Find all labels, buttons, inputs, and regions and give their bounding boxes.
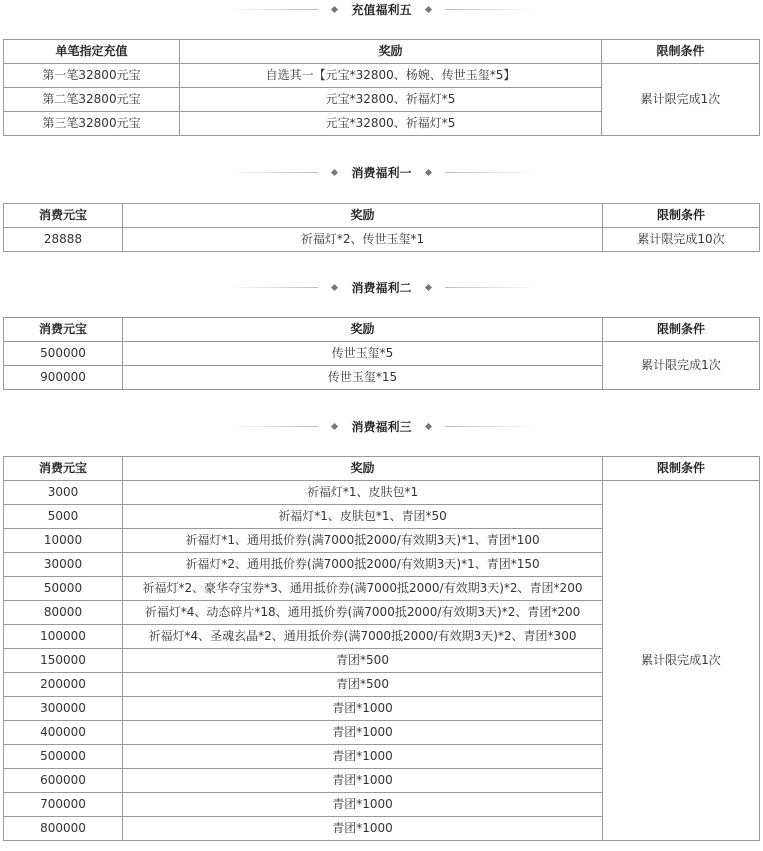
condition-cell: 600000 [4, 769, 123, 793]
condition-cell: 第二笔32800元宝 [4, 88, 180, 112]
table-header-row [4, 318, 760, 342]
column-header: 奖励 [123, 457, 603, 481]
column-header: 消费元宝 [4, 204, 123, 228]
divider [445, 9, 535, 10]
section-title-text: 消费福利一 [351, 165, 412, 180]
divider [228, 287, 318, 288]
reward-cell: 传世玉玺*15 [123, 366, 603, 390]
reward-table [3, 317, 760, 390]
section-title [0, 416, 763, 436]
divider [228, 426, 318, 427]
condition-cell: 80000 [4, 601, 123, 625]
diamond-icon [331, 168, 338, 175]
reward-cell: 祈福灯*4、圣魂玄晶*2、通用抵价券(满7000抵2000/有效期3天)*2、青团*300 [123, 625, 603, 649]
diamond-icon [424, 283, 431, 290]
reward-table [3, 39, 760, 136]
section-title [0, 0, 763, 19]
reward-cell: 元宝*32800、祈福灯*5 [180, 88, 602, 112]
diamond-icon [331, 5, 338, 12]
reward-cell: 青团*1000 [123, 793, 603, 817]
condition-cell: 第一笔32800元宝 [4, 64, 180, 88]
section-title [0, 277, 763, 297]
condition-cell: 300000 [4, 697, 123, 721]
section-title-text: 充值福利五 [351, 2, 412, 17]
column-header: 奖励 [180, 40, 602, 64]
divider [228, 9, 318, 10]
reward-cell: 青团*1000 [123, 745, 603, 769]
diamond-icon [424, 422, 431, 429]
condition-cell: 100000 [4, 625, 123, 649]
reward-cell: 祈福灯*2、豪华夺宝券*3、通用抵价券(满7000抵2000/有效期3天)*2、青团*200 [123, 577, 603, 601]
condition-cell: 400000 [4, 721, 123, 745]
table-row [4, 342, 760, 366]
column-header: 限制条件 [603, 204, 760, 228]
column-header: 限制条件 [603, 318, 760, 342]
reward-cell: 祈福灯*1、皮肤包*1、青团*50 [123, 505, 603, 529]
divider [445, 426, 535, 427]
reward-cell: 青团*1000 [123, 697, 603, 721]
condition-cell: 3000 [4, 481, 123, 505]
reward-cell: 祈福灯*1、通用抵价券(满7000抵2000/有效期3天)*1、青团*100 [123, 529, 603, 553]
diamond-icon [424, 5, 431, 12]
condition-cell: 500000 [4, 342, 123, 366]
condition-cell: 5000 [4, 505, 123, 529]
reward-cell: 青团*1000 [123, 769, 603, 793]
condition-cell: 150000 [4, 649, 123, 673]
condition-cell: 10000 [4, 529, 123, 553]
column-header: 奖励 [123, 204, 603, 228]
limit-cell: 累计限完成10次 [603, 228, 760, 252]
table-row [4, 64, 760, 88]
divider [445, 172, 535, 173]
section-title [0, 162, 763, 182]
condition-cell: 第三笔32800元宝 [4, 112, 180, 136]
reward-cell: 自选其一【元宝*32800、杨婉、传世玉玺*5】 [180, 64, 602, 88]
reward-cell: 祈福灯*1、皮肤包*1 [123, 481, 603, 505]
section-title-text: 消费福利三 [351, 419, 412, 434]
limit-cell: 累计限完成1次 [602, 64, 760, 136]
condition-cell: 500000 [4, 745, 123, 769]
reward-cell: 祈福灯*2、传世玉玺*1 [123, 228, 603, 252]
column-header: 限制条件 [603, 457, 760, 481]
limit-cell: 累计限完成1次 [603, 342, 760, 390]
table-row [4, 228, 760, 252]
condition-cell: 800000 [4, 817, 123, 841]
condition-cell: 200000 [4, 673, 123, 697]
condition-cell: 30000 [4, 553, 123, 577]
column-header: 消费元宝 [4, 318, 123, 342]
reward-cell: 祈福灯*4、动态碎片*18、通用抵价券(满7000抵2000/有效期3天)*2、青团*200 [123, 601, 603, 625]
reward-cell: 青团*500 [123, 673, 603, 697]
diamond-icon [424, 168, 431, 175]
reward-table [3, 456, 760, 841]
table-header-row [4, 40, 760, 64]
column-header: 奖励 [123, 318, 603, 342]
reward-cell: 元宝*32800、祈福灯*5 [180, 112, 602, 136]
table-header-row [4, 457, 760, 481]
reward-cell: 青团*1000 [123, 721, 603, 745]
table-row [4, 481, 760, 505]
diamond-icon [331, 422, 338, 429]
reward-cell: 祈福灯*2、通用抵价券(满7000抵2000/有效期3天)*1、青团*150 [123, 553, 603, 577]
diamond-icon [331, 283, 338, 290]
reward-cell: 青团*500 [123, 649, 603, 673]
reward-table [3, 203, 760, 252]
limit-cell: 累计限完成1次 [603, 481, 760, 841]
column-header: 消费元宝 [4, 457, 123, 481]
condition-cell: 28888 [4, 228, 123, 252]
table-header-row [4, 204, 760, 228]
reward-cell: 传世玉玺*5 [123, 342, 603, 366]
column-header: 单笔指定充值 [4, 40, 180, 64]
divider [445, 287, 535, 288]
condition-cell: 50000 [4, 577, 123, 601]
column-header: 限制条件 [602, 40, 760, 64]
condition-cell: 700000 [4, 793, 123, 817]
section-title-text: 消费福利二 [351, 280, 412, 295]
condition-cell: 900000 [4, 366, 123, 390]
divider [228, 172, 318, 173]
reward-cell: 青团*1000 [123, 817, 603, 841]
